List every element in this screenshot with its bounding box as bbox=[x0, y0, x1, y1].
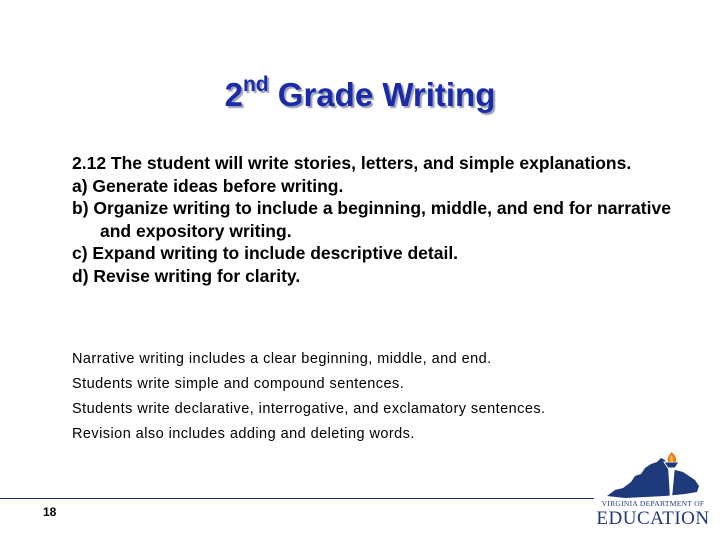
note-line: Narrative writing includes a clear beginning, middle, and end. bbox=[72, 351, 492, 367]
page-number: 18 bbox=[43, 505, 57, 519]
note-line: Revision also includes adding and deleting words. bbox=[72, 426, 415, 442]
title-ordinal-suffix: nd bbox=[242, 73, 269, 96]
slide-title bbox=[0, 72, 720, 118]
footer-divider bbox=[0, 498, 594, 499]
standard-item-b: b) Organize writing to include a beginning, middle, and end for narrative and expository writing. bbox=[72, 198, 671, 241]
title-number: 2 bbox=[224, 76, 243, 113]
standard-stem: 2.12 The student will write stories, letters, and simple explanations. bbox=[72, 153, 632, 173]
standard-item-d: d) Revise writing for clarity. bbox=[72, 265, 301, 286]
standard-item-a: a) Generate ideas before writing. bbox=[72, 175, 344, 196]
standard-item-c: c) Expand writing to include descriptive detail. bbox=[72, 243, 459, 263]
notes-block bbox=[72, 347, 692, 447]
logo-education-text: EDUCATION bbox=[596, 508, 710, 529]
title-text: Grade Writing bbox=[268, 76, 496, 113]
note-line: Students write simple and compound sentences. bbox=[72, 376, 405, 392]
logo-department-text: VIRGINIA DEPARTMENT OF bbox=[601, 499, 705, 508]
standard-block bbox=[72, 152, 672, 287]
note-line: Students write declarative, interrogative, and exclamatory sentences. bbox=[72, 401, 546, 417]
virginia-state-torch-icon bbox=[605, 452, 705, 500]
vdoe-logo bbox=[595, 452, 711, 534]
